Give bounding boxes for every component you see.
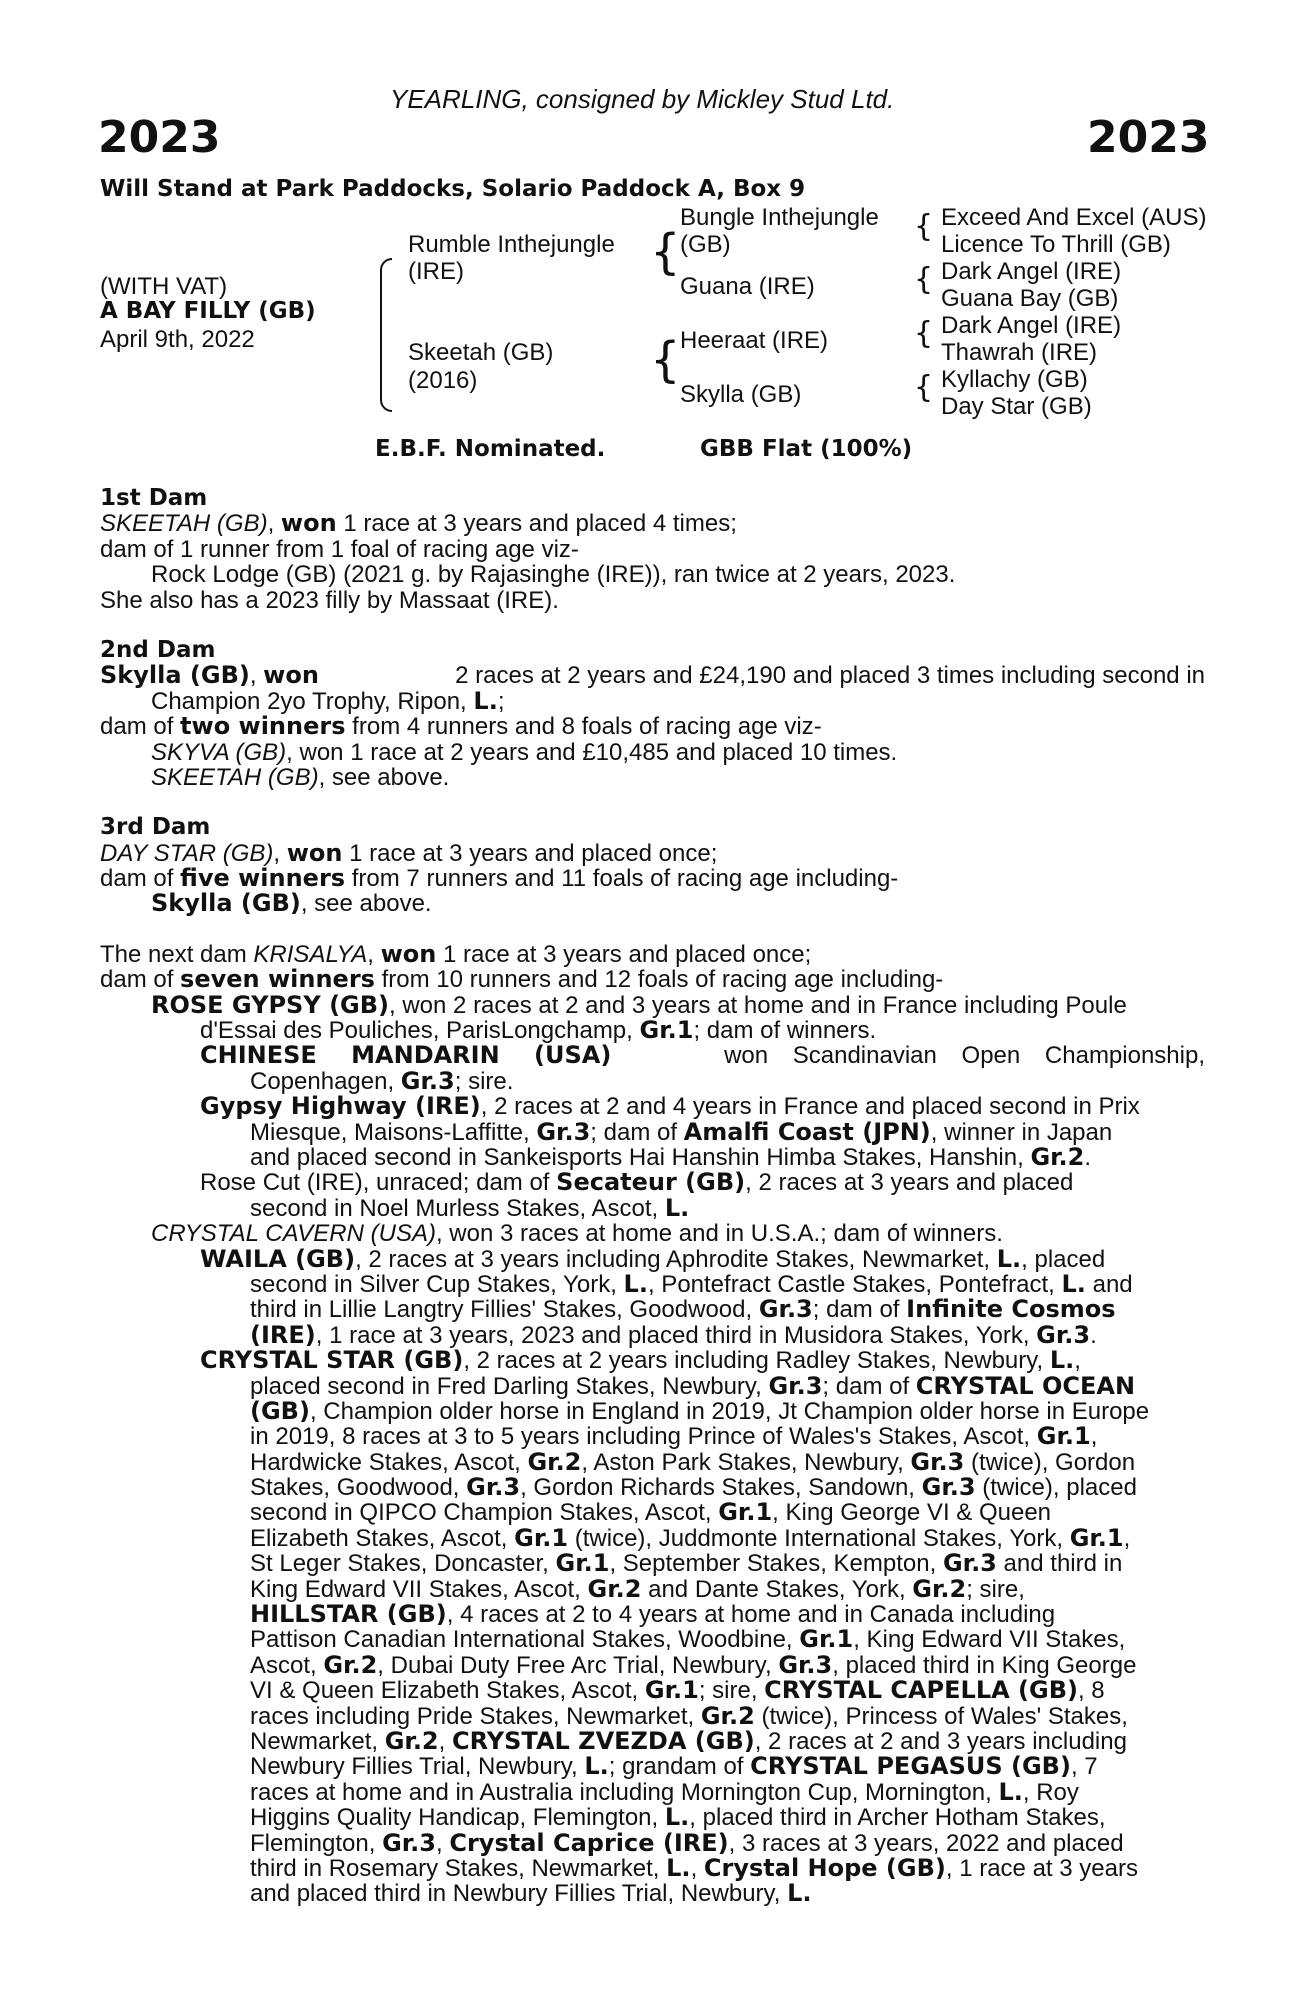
crystal-star-line-19: [100, 1805, 1205, 1830]
text: , 8: [1077, 1677, 1105, 1705]
crystal-star-line-18: [100, 1777, 1205, 1806]
text: Copenhagen,: [250, 1067, 401, 1095]
horse-name: WAILA (GB): [200, 1244, 356, 1273]
text: , Gordon Richards Stakes, Sandown,: [520, 1474, 922, 1502]
third-dam-name: DAY STAR (GB): [100, 839, 274, 867]
text: , placed third in King George: [832, 1651, 1137, 1679]
text: Elizabeth Stakes, Ascot,: [250, 1524, 515, 1552]
text: , 2 races at 3 years and placed: [745, 1169, 1074, 1197]
second-dam-record-text: 2 races at 2 years and £24,190 and placed 3 times including second in: [448, 662, 1205, 690]
listed-label: L.: [664, 1193, 690, 1222]
text: , King Edward VII Stakes,: [853, 1626, 1126, 1654]
horse-name: Gypsy Highway (IRE): [200, 1092, 481, 1121]
winners-count: seven winners: [180, 965, 375, 994]
third-dam-offspring-1: [100, 891, 1205, 916]
first-dam-offspring: Rock Lodge (GB) (2021 g. by Rajasinghe (IRE)), ran twice at 2 years, 2023.: [151, 561, 956, 589]
text: , 2 races at 3 years including Aphrodite Stakes, Newmarket,: [355, 1245, 997, 1273]
dam-of-label: dam of: [100, 966, 181, 994]
semicolon: ;: [497, 687, 505, 715]
text: .: [1090, 1321, 1097, 1349]
text: races including Pride Stakes, Newmarket,: [250, 1702, 701, 1730]
next-dam-record: [100, 939, 1205, 968]
comma: ,: [249, 662, 264, 690]
grade: Gr.3: [768, 1371, 823, 1400]
brace-sire: {: [650, 224, 681, 280]
text: ; dam of winners.: [693, 1017, 877, 1045]
second-dam-produce: [100, 714, 1205, 739]
text: , 2 races at 2 and 3 years including: [754, 1727, 1127, 1755]
first-dam-note: She also has a 2023 filly by Massaat (IRE).: [100, 586, 559, 614]
grade: Gr.1: [1036, 1422, 1091, 1451]
crystal-star-line-10: [100, 1574, 1205, 1603]
horse-name: HILLSTAR (GB): [250, 1600, 447, 1629]
listed-label: L.: [1049, 1346, 1075, 1375]
grade: Gr.2: [384, 1726, 439, 1755]
brace-dam: {: [650, 332, 681, 388]
rose-gypsy-line-2: [100, 1018, 1205, 1043]
dam-of-label: dam of: [100, 713, 181, 741]
grade: Gr.1: [555, 1549, 610, 1578]
text: , 7: [1070, 1753, 1098, 1781]
text: , Champion older horse in England in 2019, Jt Champion older horse in Europe: [309, 1397, 1150, 1425]
listed-label: L.: [664, 1803, 690, 1832]
rose-gypsy-entry: [100, 990, 1205, 1019]
record-text: Champion 2yo Trophy, Ripon,: [151, 687, 474, 715]
first-dam-record-text: 1 race at 3 years and placed 4 times;: [336, 510, 737, 538]
gg-3: Dark Angel (IRE): [941, 258, 1122, 285]
third-dam-record: [100, 838, 1205, 867]
text: , won 2 races at 2 and 3 years at home and in France including Poule: [389, 991, 1127, 1019]
horse-name: CRYSTAL OCEAN: [915, 1371, 1136, 1400]
text: , Pontefract Castle Stakes, Pontefract,: [647, 1270, 1062, 1298]
horse-name: CRYSTAL PEGASUS (GB): [750, 1752, 1071, 1781]
record-text: 1 race at 3 years and placed once;: [436, 940, 812, 968]
consignment-line: YEARLING, consigned by Mickley Stud Ltd.: [390, 84, 895, 114]
dam-name: Skeetah (GB): [408, 339, 554, 366]
grade: Gr.3: [778, 1650, 833, 1679]
catalogue-body: [100, 486, 1205, 1907]
record-text: 1 race at 3 years and placed once;: [342, 839, 718, 867]
grade: Gr.3: [466, 1473, 521, 1502]
text: ; dam of: [822, 1372, 916, 1400]
text: Stakes, Goodwood,: [250, 1474, 467, 1502]
text: , 1 race at 3 years: [945, 1854, 1138, 1882]
grade: Gr.3: [1036, 1320, 1091, 1349]
sire-sire-country: (GB): [680, 231, 731, 258]
listed-label: L.: [787, 1879, 812, 1908]
text: VI & Queen Elizabeth Stakes, Ascot,: [250, 1677, 645, 1705]
grade: Gr.1: [639, 1016, 694, 1045]
first-dam-section: [100, 486, 1205, 613]
grade: Gr.2: [527, 1447, 582, 1476]
offspring-name: SKYVA (GB): [151, 738, 287, 766]
produce-text: from 4 runners and 8 foals of racing age viz-: [345, 713, 822, 741]
listed-label: L.: [623, 1269, 648, 1298]
won-label: won: [286, 838, 343, 867]
listed-label: L.: [584, 1752, 609, 1781]
gypsy-highway-entry: [100, 1094, 1205, 1119]
grade: Gr.3: [400, 1066, 455, 1095]
grade: Gr.3: [921, 1473, 976, 1502]
text: ,: [1123, 1524, 1131, 1552]
text: Miesque, Maisons-Laffitte,: [250, 1118, 537, 1146]
crystal-star-line-22: [100, 1881, 1205, 1906]
grade: Gr.3: [382, 1828, 436, 1857]
text: d'Essai des Pouliches, ParisLongchamp,: [200, 1017, 640, 1045]
comma: ,: [267, 510, 281, 538]
text: , Dubai Duty Free Arc Trial, Newbury,: [377, 1651, 779, 1679]
sire-country: (IRE): [408, 258, 464, 285]
next-dam-name: KRISALYA: [253, 940, 368, 968]
text: Pattison Canadian International Stakes, Woodbine,: [250, 1626, 800, 1654]
dam-year: (2016): [408, 367, 478, 394]
second-dam-section: [100, 638, 1205, 790]
grade: Gr.1: [644, 1676, 699, 1705]
crystal-star-line-12: [100, 1627, 1205, 1652]
text: , won 3 races at home and in U.S.A.; dam of winners.: [435, 1220, 1003, 1248]
text: , 2 races at 2 and 4 years in France and placed second in Prix: [480, 1093, 1140, 1121]
text: , Aston Park Stakes, Newbury,: [581, 1448, 911, 1476]
listed-label: L.: [473, 686, 498, 715]
crystal-cavern-entry: [100, 1221, 1205, 1246]
year-left: 2023: [98, 112, 221, 163]
crystal-star-line-21: [100, 1853, 1205, 1882]
gbb-flat: GBB Flat (100%): [700, 436, 913, 462]
text: (twice), Gordon: [964, 1448, 1136, 1476]
second-dam-record-cont: [100, 686, 1205, 715]
text: Rose Cut (IRE), unraced; dam of: [200, 1169, 557, 1197]
horse-name: ROSE GYPSY (GB): [151, 990, 390, 1019]
sire-name: Rumble Inthejungle: [408, 231, 615, 258]
foaling-date: April 9th, 2022: [100, 326, 255, 353]
horse-name: Infinite Cosmos: [906, 1295, 1116, 1324]
text: , King George VI & Queen: [772, 1499, 1052, 1527]
vat-label: (WITH VAT): [100, 273, 228, 300]
waila-line-3: [100, 1297, 1205, 1322]
sire-dam-name: Guana (IRE): [680, 273, 815, 300]
produce-text: from 7 runners and 11 foals of racing age including-: [345, 865, 899, 893]
text: Newmarket,: [250, 1727, 385, 1755]
crystal-star-line-15: [100, 1701, 1205, 1730]
crystal-star-line-14: [100, 1678, 1205, 1703]
crystal-star-line-17: [100, 1754, 1205, 1779]
ebf-nominated: E.B.F. Nominated.: [375, 436, 606, 462]
grade: Gr.3: [758, 1295, 813, 1324]
text: and placed third in Newbury Fillies Trial, Newbury,: [250, 1880, 788, 1908]
brace-g2: {: [914, 262, 934, 297]
text: , winner in Japan: [930, 1118, 1113, 1146]
text: , Roy: [1022, 1778, 1079, 1806]
horse-name: CRYSTAL STAR (GB): [200, 1346, 464, 1375]
text: , 4 races at 2 to 4 years at home and in Canada including: [446, 1601, 1056, 1629]
horse-name: (IRE): [250, 1320, 316, 1349]
text: won Scandinavian Open Championship,: [724, 1042, 1205, 1070]
third-dam-heading: 3rd Dam: [100, 814, 211, 841]
crystal-star-line-8: [100, 1523, 1205, 1552]
crystal-star-line-20: [100, 1828, 1205, 1857]
gypsy-highway-line-3: [100, 1142, 1205, 1171]
sire-sire-name: Bungle Inthejungle: [680, 204, 879, 231]
text: .: [1084, 1143, 1092, 1171]
horse-name: A BAY FILLY (GB): [100, 298, 316, 324]
dam-sire-name: Heeraat (IRE): [680, 327, 829, 354]
crystal-star-line-4: [100, 1424, 1205, 1449]
text: , 1 race at 3 years, 2023 and placed third in Musidora Stakes, York,: [315, 1321, 1037, 1349]
gg-6: Thawrah (IRE): [941, 339, 1098, 366]
gg-1: Exceed And Excel (AUS): [941, 204, 1207, 231]
produce-text: from 10 runners and 12 foals of racing age including-: [374, 966, 944, 994]
text: St Leger Stakes, Doncaster,: [250, 1550, 556, 1578]
comma: ,: [273, 839, 287, 867]
grade: Gr.3: [910, 1447, 965, 1476]
offspring-name: SKEETAH (GB): [151, 763, 319, 791]
text: third in Lillie Langtry Fillies' Stakes, Goodwood,: [250, 1296, 759, 1324]
dam-dam-name: Skylla (GB): [680, 381, 802, 408]
grade: Gr.2: [1030, 1142, 1085, 1171]
text: (twice), Princess of Wales' Stakes,: [754, 1702, 1128, 1730]
text: second in QIPCO Champion Stakes, Ascot,: [250, 1499, 719, 1527]
pedigree-bracket-main: [380, 258, 392, 412]
grade: Gr.2: [912, 1574, 967, 1603]
text: ,: [436, 1829, 450, 1857]
text: ; dam of: [812, 1296, 907, 1324]
first-dam-name: SKEETAH (GB): [100, 510, 268, 538]
text: , placed: [1021, 1245, 1106, 1273]
year-right: 2023: [1087, 112, 1210, 163]
crystal-star-line-16: [100, 1726, 1205, 1755]
text: and Dante Stakes, York,: [641, 1575, 913, 1603]
waila-line-2: [100, 1269, 1205, 1298]
crystal-star-line-6: [100, 1475, 1205, 1500]
won-label: won: [380, 939, 437, 968]
text: (twice), placed: [975, 1474, 1137, 1502]
gg-7: Kyllachy (GB): [941, 366, 1088, 393]
text: , placed third in Archer Hotham Stakes,: [689, 1804, 1106, 1832]
brace-g4: {: [914, 370, 934, 405]
offspring-text: , see above.: [318, 763, 450, 791]
text: ,: [438, 1727, 452, 1755]
crystal-star-line-5: [100, 1447, 1205, 1476]
won-label: won: [263, 661, 319, 690]
horse-name: Secateur (GB): [556, 1168, 746, 1197]
text: ; sire,: [966, 1575, 1025, 1603]
grade: Gr.3: [536, 1117, 591, 1146]
brace-g1: {: [914, 209, 934, 244]
text: second in Noel Murless Stakes, Ascot,: [250, 1194, 665, 1222]
gg-4: Guana Bay (GB): [941, 285, 1119, 312]
horse-name: CHINESE MANDARIN (USA): [200, 1041, 612, 1070]
gg-2: Licence To Thrill (GB): [941, 231, 1171, 258]
text: King Edward VII Stakes, Ascot,: [250, 1575, 588, 1603]
gypsy-highway-line-2: [100, 1117, 1205, 1146]
second-dam-offspring-2: [100, 765, 1205, 790]
text: and placed second in Sankeisports Hai Hanshin Himba Stakes, Hanshin,: [250, 1143, 1031, 1171]
listed-label: L.: [1061, 1269, 1086, 1298]
dam-of-label: dam of: [100, 865, 181, 893]
text: , September Stakes, Kempton,: [609, 1550, 943, 1578]
horse-name: CRYSTAL CAPELLA (GB): [764, 1676, 1078, 1705]
offspring-name: Skylla (GB): [151, 889, 301, 918]
waila-line-4: [100, 1320, 1205, 1349]
horse-name: CRYSTAL CAVERN (USA): [151, 1220, 436, 1248]
text: placed second in Fred Darling Stakes, Newbury,: [250, 1372, 769, 1400]
text: ,: [1090, 1423, 1098, 1451]
winners-count: five winners: [180, 864, 346, 893]
stand-location: Will Stand at Park Paddocks, Solario Paddock A, Box 9: [100, 176, 806, 202]
rose-cut-line-2: [100, 1193, 1205, 1222]
text: ; sire,: [698, 1677, 765, 1705]
horse-name: CRYSTAL ZVEZDA (GB): [451, 1726, 755, 1755]
grade: Gr.1: [718, 1498, 773, 1527]
second-dam-heading: 2nd Dam: [100, 636, 216, 663]
grade: Gr.1: [799, 1625, 854, 1654]
intro-text: The next dam: [100, 940, 254, 968]
text: and third in: [996, 1550, 1123, 1578]
text: ,: [690, 1854, 704, 1882]
text: Higgins Quality Handicap, Flemington,: [250, 1804, 665, 1832]
crystal-star-entry: [100, 1348, 1205, 1373]
horse-name: Crystal Caprice (IRE): [449, 1828, 729, 1857]
text: third in Rosemary Stakes, Newmarket,: [250, 1854, 667, 1882]
comma: ,: [367, 940, 381, 968]
listed-label: L.: [998, 1777, 1023, 1806]
text: second in Silver Cup Stakes, York,: [250, 1270, 624, 1298]
second-dam-offspring-1: [100, 740, 1205, 765]
horse-name: (GB): [250, 1396, 310, 1425]
crystal-star-line-2: [100, 1371, 1205, 1400]
brace-g3: {: [914, 316, 934, 351]
grade: Gr.2: [700, 1701, 755, 1730]
won-label: won: [280, 509, 337, 538]
grade: Gr.1: [1069, 1523, 1124, 1552]
offspring-text: , won 1 race at 2 years and £10,485 and placed 10 times.: [286, 738, 898, 766]
first-dam-heading: 1st Dam: [100, 485, 208, 511]
gg-5: Dark Angel (IRE): [941, 312, 1122, 339]
second-dam-name: Skylla (GB): [100, 661, 250, 690]
waila-entry: [100, 1244, 1205, 1273]
text: Flemington,: [250, 1829, 383, 1857]
text: ; dam of: [590, 1118, 684, 1146]
second-dam-record: [100, 663, 1205, 688]
listed-label: L.: [666, 1853, 691, 1882]
crystal-star-line-9: [100, 1551, 1205, 1576]
text: , 3 races at 3 years, 2022 and placed: [728, 1829, 1124, 1857]
third-dam-section: [100, 815, 1205, 917]
grade: Gr.3: [942, 1549, 997, 1578]
grade: Gr.1: [514, 1523, 569, 1552]
text: ; grandam of: [608, 1753, 751, 1781]
text: , 2 races at 2 years including Radley Stakes, Newbury,: [463, 1347, 1050, 1375]
crystal-star-line-7: [100, 1500, 1205, 1525]
text: Newbury Fillies Trial, Newbury,: [250, 1753, 585, 1781]
text: (twice), Juddmonte International Stakes, York,: [568, 1524, 1070, 1552]
listed-label: L.: [996, 1244, 1022, 1273]
chinese-mandarin-line-2: [100, 1066, 1205, 1095]
rose-cut-entry: [100, 1170, 1205, 1195]
crystal-star-line-13: [100, 1650, 1205, 1679]
gg-8: Day Star (GB): [941, 393, 1092, 420]
text: Hardwicke Stakes, Ascot,: [250, 1448, 528, 1476]
chinese-mandarin-entry: [100, 1043, 1205, 1068]
winners-count: two winners: [180, 712, 346, 741]
text: ; sire.: [454, 1067, 514, 1095]
horse-name: Amalfi Coast (JPN): [683, 1117, 931, 1146]
grade: Gr.2: [587, 1574, 642, 1603]
text: and: [1085, 1270, 1133, 1298]
text: races at home and in Australia including Mornington Cup, Mornington,: [250, 1778, 999, 1806]
next-dam-produce: [100, 967, 1205, 992]
horse-name: Crystal Hope (GB): [703, 1853, 946, 1882]
text: Ascot,: [250, 1651, 324, 1679]
text: in 2019, 8 races at 3 to 5 years including Prince of Wales's Stakes, Ascot,: [250, 1423, 1037, 1451]
crystal-star-line-3: [100, 1396, 1205, 1425]
first-dam-record: [100, 511, 1205, 536]
grade: Gr.2: [323, 1650, 378, 1679]
offspring-text: , see above.: [300, 890, 432, 918]
text: ,: [1074, 1347, 1081, 1375]
next-dam-section: [100, 939, 1205, 1908]
crystal-star-line-11: [100, 1602, 1205, 1627]
first-dam-produce-line: dam of 1 runner from 1 foal of racing age viz-: [100, 535, 579, 563]
third-dam-produce: [100, 866, 1205, 891]
